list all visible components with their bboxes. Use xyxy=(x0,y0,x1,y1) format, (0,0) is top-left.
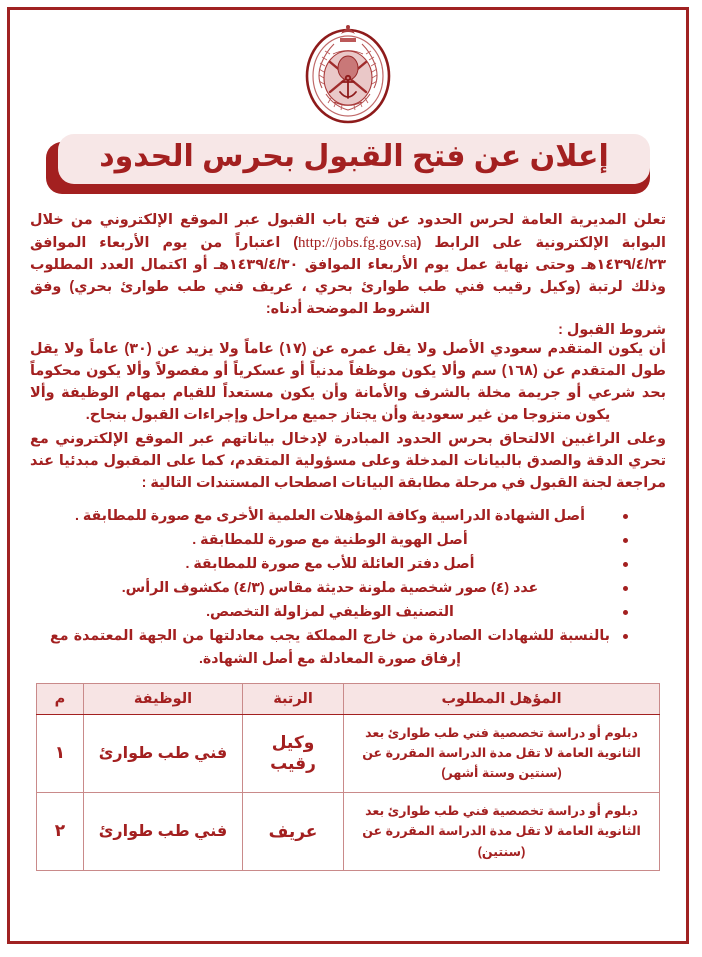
list-item: التصنيف الوظيفي لمزاولة التخصص. xyxy=(50,601,632,624)
table-row xyxy=(37,714,660,792)
header-number: م xyxy=(37,683,84,714)
cell-qualification: دبلوم أو دراسة تخصصية فني طب طوارئ بعد الثانوية العامة لا تقل مدة الدراسة المقررة عن (سنتين وستة أشهر) xyxy=(344,714,660,792)
list-item: أصل دفتر العائلة للأب مع صورة للمطابقة . xyxy=(50,553,632,576)
page-title: إعلان عن فتح القبول بحرس الحدود xyxy=(99,140,609,173)
list-item: عدد (٤) صور شخصية ملونة حديثة مقاس (٤/٣) مكشوف الرأس. xyxy=(50,577,632,600)
cell-qualification: دبلوم أو دراسة تخصصية فني طب طوارئ بعد الثانوية العامة لا تقل مدة الدراسة المقررة عن (سنتين) xyxy=(344,792,660,870)
banner-face xyxy=(58,134,650,184)
cell-rank: وكيل رقيب xyxy=(243,714,344,792)
emblem-container xyxy=(24,16,672,128)
cell-number: ١ xyxy=(37,714,84,792)
cell-job: فني طب طوارئ xyxy=(84,714,243,792)
announcement-body xyxy=(24,210,672,871)
border-guard-emblem xyxy=(300,22,396,126)
table-header-row xyxy=(37,683,660,714)
portal-url: http://jobs.fg.gov.sa xyxy=(298,234,417,251)
intro-line-1: تعلن المديرية العامة لحرس الحدود عن فتح باب القبول عبر الموقع الإلكتروني من خلال البوابة الإلكترونية على الرابط ( xyxy=(30,212,666,251)
instructions-paragraph: وعلى الراغبين الالتحاق بحرس الحدود المبادرة لإدخال بياناتهم عبر الموقع الإلكتروني مع تحري الدقة والصدق بالبيانات المدخلة وعلى مسؤولية المتقدم، كما على المقبول مبدئيا عند مراجعة لجنة القبول في مرحلة مطابقة البيانات اصطحاب المستندات التالية : xyxy=(30,431,666,491)
list-item: أصل الشهادة الدراسية وكافة المؤهلات العلمية الأخرى مع صورة للمطابقة . xyxy=(50,505,632,528)
table-row xyxy=(37,792,660,870)
announcement-page xyxy=(7,7,689,944)
intro-line-2: ) اعتباراً من يوم الأربعاء الموافق ١٤٣٩/٤/٢٣هـ وحتى نهاية عمل يوم الأربعاء الموافق ١٤٣٩/٤/٣٠هـ أو اكتمال العدد المطلوب وذلك لرتبة (وكيل رقيب فني طب طوارئ بحري ، عريف فني طب طوارئ بحري) وفق الشروط الموضحة أدناه: xyxy=(30,234,666,317)
list-item: بالنسبة للشهادات الصادرة من خارج المملكة يجب معادلتها من الجهة المعتمدة مع إرفاق صورة المعادلة مع أصل الشهادة. xyxy=(50,625,632,671)
list-item: أصل الهوية الوطنية مع صورة للمطابقة . xyxy=(50,529,632,552)
conditions-heading: شروط القبول : xyxy=(558,322,666,339)
cell-job: فني طب طوارئ xyxy=(84,792,243,870)
header-qualification: المؤهل المطلوب xyxy=(344,683,660,714)
conditions-paragraph: أن يكون المتقدم سعودي الأصل ولا يقل عمره عن (١٧) عاماً ولا يزيد عن (٣٠) عاماً ولا يقل طول المتقدم عن (١٦٨) سم وألا يكون موظفاً مدنياً أو عسكرياً أو مفصولاً وألا يكون محكوماً بحد شرعي أو جريمة مخلة بالشرف والأمانة وأن يكون مستعداً للقيام بمهام الوظيفة وألا يكون متزوجا من غير سعودية وأن يجتاز جميع مراحل وإجراءات القبول بنجاح. xyxy=(30,341,666,424)
intro-paragraph xyxy=(30,210,666,320)
cell-number: ٢ xyxy=(37,792,84,870)
required-documents-list xyxy=(30,505,666,671)
header-job: الوظيفة xyxy=(84,683,243,714)
cell-rank: عريف xyxy=(243,792,344,870)
header-rank: الرتبة xyxy=(243,683,344,714)
jobs-table xyxy=(36,683,660,871)
title-banner xyxy=(46,134,650,196)
